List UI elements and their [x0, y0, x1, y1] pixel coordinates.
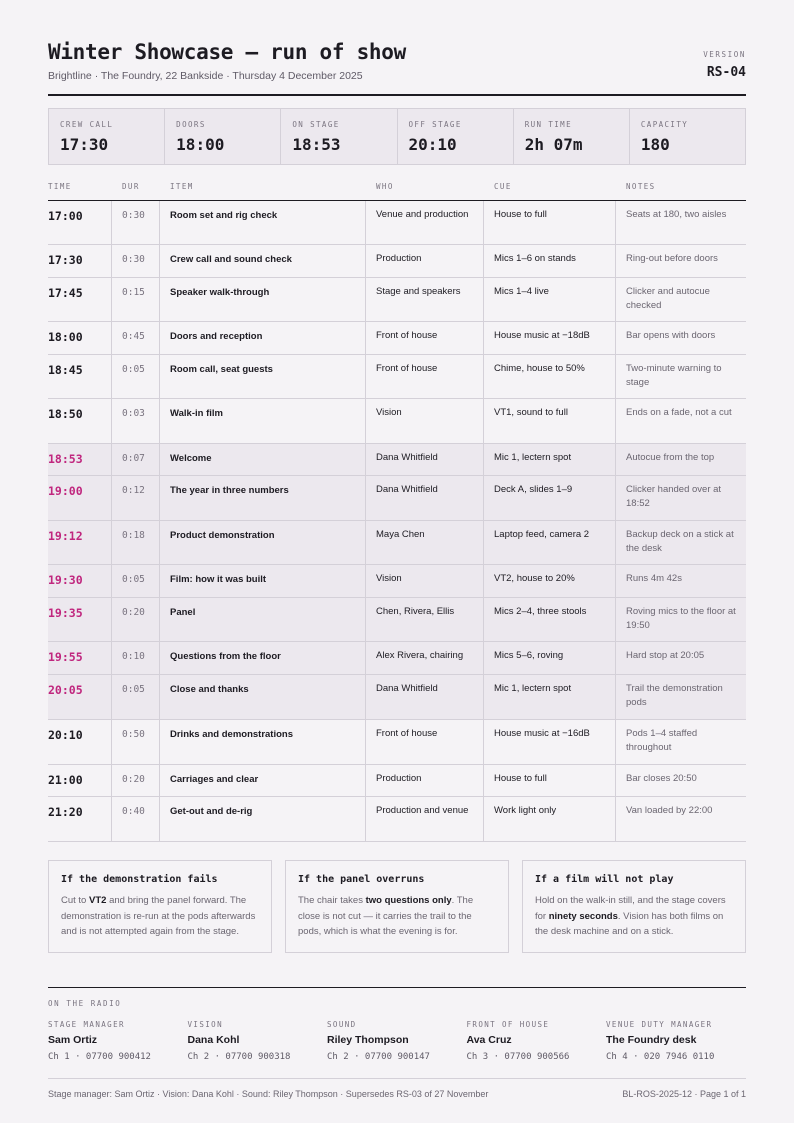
- stat-value: 20:10: [408, 135, 457, 154]
- row-notes: Bar opens with doors: [626, 330, 716, 341]
- contact-venue-duty-manager: [606, 1020, 745, 1062]
- contact-stage-manager: [48, 1020, 187, 1062]
- stat-value: 180: [640, 135, 670, 154]
- row-duration: 0:12: [112, 476, 160, 520]
- contact-name: Ava Cruz: [466, 1034, 512, 1046]
- contact-name: Dana Kohl: [187, 1034, 240, 1046]
- contact-phone: Ch 2 · 07700 900147: [327, 1052, 430, 1062]
- row-notes: Autocue from the top: [626, 452, 715, 463]
- contact-sound: [327, 1020, 466, 1062]
- stat-value: 17:30: [60, 135, 109, 154]
- row-item: Walk-in film: [160, 399, 366, 443]
- row-cue: House music at −18dB: [484, 322, 616, 354]
- row-item: Drinks and demonstrations: [160, 720, 366, 764]
- radio-section-label: ON THE RADIO: [48, 999, 122, 1008]
- row-notes: Bar closes 20:50: [626, 773, 697, 784]
- stat-label: DOORS: [176, 120, 206, 129]
- stat-doors: [165, 109, 281, 164]
- row-who: Dana Whitfield: [366, 444, 484, 475]
- row-time: 19:12: [48, 521, 112, 564]
- row-duration: 0:45: [112, 322, 160, 354]
- contingency-body: [535, 893, 733, 940]
- row-who: Vision: [366, 565, 484, 597]
- row-duration: 0:30: [112, 245, 160, 277]
- row-notes: Van loaded by 22:00: [626, 805, 713, 816]
- row-duration: 0:30: [112, 201, 160, 244]
- column-header-notes: NOTES: [626, 182, 656, 191]
- run-of-show-page: [48, 0, 746, 1123]
- row-item: Close and thanks: [160, 675, 366, 719]
- row-notes: Roving mics to the floor at 19:50: [626, 606, 736, 631]
- row-notes: Pods 1–4 staffed throughout: [626, 728, 698, 753]
- row-item: Room set and rig check: [160, 201, 366, 244]
- row-who: Maya Chen: [366, 521, 484, 564]
- row-item: Product demonstration: [160, 521, 366, 564]
- document-header: [48, 38, 746, 96]
- row-notes: Hard stop at 20:05: [626, 650, 705, 661]
- stat-capacity: [630, 109, 745, 164]
- row-duration: 0:07: [112, 444, 160, 475]
- row-cue: Mic 1, lectern spot: [484, 675, 616, 719]
- row-notes: Two-minute warning to stage: [626, 363, 722, 388]
- table-row: [48, 245, 746, 278]
- row-cue: Mics 1–6 on stands: [484, 245, 616, 277]
- body-text: Hold on the walk-in still, and the stage covers for: [535, 895, 726, 922]
- row-time: 18:53: [48, 444, 112, 475]
- row-time: 17:00: [48, 201, 112, 244]
- row-time: 18:45: [48, 355, 112, 398]
- contact-role: FRONT OF HOUSE: [466, 1020, 550, 1029]
- row-cue: House to full: [484, 765, 616, 796]
- version-label: VERSION: [703, 50, 746, 59]
- row-time: 18:00: [48, 322, 112, 354]
- row-cue: Mics 2–4, three stools: [484, 598, 616, 641]
- row-who: Vision: [366, 399, 484, 443]
- row-who: Dana Whitfield: [366, 476, 484, 520]
- row-cue: Work light only: [484, 797, 616, 841]
- emphasis-text: ninety seconds: [548, 910, 618, 922]
- row-who: Production and venue: [366, 797, 484, 841]
- stat-value: 2h 07m: [524, 135, 583, 154]
- row-duration: 0:50: [112, 720, 160, 764]
- table-row: [48, 476, 746, 521]
- row-item: Crew call and sound check: [160, 245, 366, 277]
- row-duration: 0:03: [112, 399, 160, 443]
- body-text: Cut to: [61, 895, 89, 906]
- row-time: 19:35: [48, 598, 112, 641]
- key-times-bar: [48, 108, 746, 165]
- stat-crew-call: [49, 109, 165, 164]
- row-cue: Deck A, slides 1–9: [484, 476, 616, 520]
- row-duration: 0:20: [112, 598, 160, 641]
- row-duration: 0:10: [112, 642, 160, 674]
- table-row: [48, 278, 746, 322]
- stat-label: CREW CALL: [60, 120, 114, 129]
- row-item: Speaker walk-through: [160, 278, 366, 321]
- row-who: Alex Rivera, chairing: [366, 642, 484, 674]
- row-notes: Runs 4m 42s: [626, 573, 682, 584]
- stat-off-stage: [398, 109, 514, 164]
- row-item: Room call, seat guests: [160, 355, 366, 398]
- row-notes: Clicker and autocue checked: [626, 286, 710, 311]
- row-who: Front of house: [366, 322, 484, 354]
- row-duration: 0:40: [112, 797, 160, 841]
- stat-label: RUN TIME: [524, 120, 573, 129]
- contact-phone: Ch 4 · 020 7946 0110: [606, 1052, 715, 1062]
- stat-label: ON STAGE: [292, 120, 340, 129]
- row-cue: Mic 1, lectern spot: [484, 444, 616, 475]
- row-time: 20:10: [48, 720, 112, 764]
- row-who: Chen, Rivera, Ellis: [366, 598, 484, 641]
- row-cue: Laptop feed, camera 2: [484, 521, 616, 564]
- contingency-body: [298, 893, 496, 940]
- row-cue: VT1, sound to full: [484, 399, 616, 443]
- row-cue: House to full: [484, 201, 616, 244]
- version-value: RS-04: [706, 65, 746, 80]
- row-duration: 0:20: [112, 765, 160, 796]
- body-text: and bring the panel forward. The demonstration is re-run at the pods afterwards and is not attempted again from the stage.: [61, 895, 256, 937]
- contingency-title: If a film will not play: [535, 874, 674, 885]
- row-time: 19:00: [48, 476, 112, 520]
- row-item: Panel: [160, 598, 366, 641]
- contingency-card: [285, 860, 509, 953]
- contact-name: Sam Ortiz: [48, 1034, 98, 1046]
- contingency-card: [522, 860, 746, 953]
- row-duration: 0:05: [112, 565, 160, 597]
- column-header-who: WHO: [376, 182, 394, 191]
- column-header-cue: CUE: [494, 182, 512, 191]
- document-title: Winter Showcase — run of show: [48, 40, 406, 64]
- row-who: Venue and production: [366, 201, 484, 244]
- table-header: [48, 178, 746, 201]
- footer-reference: BL-ROS-2025-12 · Page 1 of 1: [622, 1089, 746, 1099]
- row-item: Film: how it was built: [160, 565, 366, 597]
- body-text: . The close is not cut — it carries the trail to the pods, which is what the evening is for.: [298, 895, 474, 937]
- row-who: Stage and speakers: [366, 278, 484, 321]
- table-row: [48, 765, 746, 797]
- table-row: [48, 598, 746, 642]
- radio-contacts-section: [48, 987, 746, 1062]
- stat-value: 18:53: [292, 135, 341, 154]
- row-item: The year in three numbers: [160, 476, 366, 520]
- table-row: [48, 201, 746, 245]
- table-row: [48, 444, 746, 476]
- row-time: 18:50: [48, 399, 112, 443]
- table-row: [48, 720, 746, 765]
- table-row: [48, 642, 746, 675]
- table-row: [48, 355, 746, 399]
- contact-role: VISION: [187, 1020, 223, 1029]
- row-cue: Chime, house to 50%: [484, 355, 616, 398]
- contact-phone: Ch 3 · 07700 900566: [466, 1052, 570, 1062]
- row-duration: 0:15: [112, 278, 160, 321]
- row-notes: Trail the demonstration pods: [626, 683, 723, 708]
- row-time: 19:55: [48, 642, 112, 674]
- row-cue: VT2, house to 20%: [484, 565, 616, 597]
- contact-phone: Ch 2 · 07700 900318: [187, 1052, 291, 1062]
- stat-value: 18:00: [176, 135, 225, 154]
- emphasis-text: VT2: [89, 895, 107, 906]
- table-row: [48, 521, 746, 565]
- page-footer: [48, 1078, 746, 1099]
- table-row: [48, 675, 746, 720]
- row-item: Welcome: [160, 444, 366, 475]
- row-notes: Ends on a fade, not a cut: [626, 407, 732, 418]
- row-notes: Clicker handed over at 18:52: [626, 484, 722, 509]
- row-time: 20:05: [48, 675, 112, 719]
- contact-vision: [188, 1020, 327, 1062]
- row-item: Doors and reception: [160, 322, 366, 354]
- row-who: Production: [366, 245, 484, 277]
- table-row: [48, 322, 746, 355]
- contact-name: Riley Thompson: [327, 1034, 409, 1046]
- contact-front-of-house: [467, 1020, 606, 1062]
- row-item: Get-out and de-rig: [160, 797, 366, 841]
- row-who: Dana Whitfield: [366, 675, 484, 719]
- body-text: The chair takes: [298, 895, 366, 906]
- row-notes: Backup deck on a stick at the desk: [626, 529, 734, 554]
- emphasis-text: two questions only: [365, 895, 452, 906]
- schedule-table-body: [48, 201, 746, 842]
- row-notes: Seats at 180, two aisles: [626, 209, 727, 220]
- row-cue: Mics 5–6, roving: [484, 642, 616, 674]
- row-item: Carriages and clear: [160, 765, 366, 796]
- row-time: 17:45: [48, 278, 112, 321]
- column-header-item: ITEM: [170, 182, 194, 191]
- stat-run-time: [514, 109, 630, 164]
- column-header-dur: DUR: [122, 182, 140, 191]
- row-who: Front of house: [366, 355, 484, 398]
- contact-name: The Foundry desk: [606, 1034, 697, 1046]
- stat-label: OFF STAGE: [408, 120, 462, 129]
- row-who: Front of house: [366, 720, 484, 764]
- document-subtitle: Brightline · The Foundry, 22 Bankside · Thursday 4 December 2025: [48, 70, 363, 82]
- row-duration: 0:05: [112, 355, 160, 398]
- column-header-time: TIME: [48, 182, 72, 191]
- footer-credits: Stage manager: Sam Ortiz · Vision: Dana Kohl · Sound: Riley Thompson · Supersedes RS-03 of 27 November: [48, 1089, 489, 1099]
- row-duration: 0:18: [112, 521, 160, 564]
- row-time: 21:20: [48, 797, 112, 841]
- table-row: [48, 797, 746, 842]
- stat-label: CAPACITY: [640, 120, 689, 129]
- row-cue: House music at −16dB: [484, 720, 616, 764]
- row-notes: Ring-out before doors: [626, 253, 718, 264]
- stat-on-stage: [281, 109, 397, 164]
- contact-role: VENUE DUTY MANAGER: [606, 1020, 713, 1029]
- row-item: Questions from the floor: [160, 642, 366, 674]
- contingency-card: [48, 860, 272, 953]
- table-row: [48, 565, 746, 598]
- row-duration: 0:05: [112, 675, 160, 719]
- contingency-body: [61, 893, 259, 940]
- row-time: 17:30: [48, 245, 112, 277]
- contact-phone: Ch 1 · 07700 900412: [48, 1052, 151, 1062]
- contact-role: SOUND: [327, 1020, 357, 1029]
- table-row: [48, 399, 746, 444]
- row-time: 19:30: [48, 565, 112, 597]
- body-text: . Vision has both films on the desk machine and on a stick.: [535, 910, 724, 937]
- row-time: 21:00: [48, 765, 112, 796]
- row-cue: Mics 1–4 live: [484, 278, 616, 321]
- row-who: Production: [366, 765, 484, 796]
- contact-role: STAGE MANAGER: [48, 1020, 125, 1029]
- contingency-title: If the demonstration fails: [61, 874, 218, 885]
- contingency-title: If the panel overruns: [298, 874, 425, 885]
